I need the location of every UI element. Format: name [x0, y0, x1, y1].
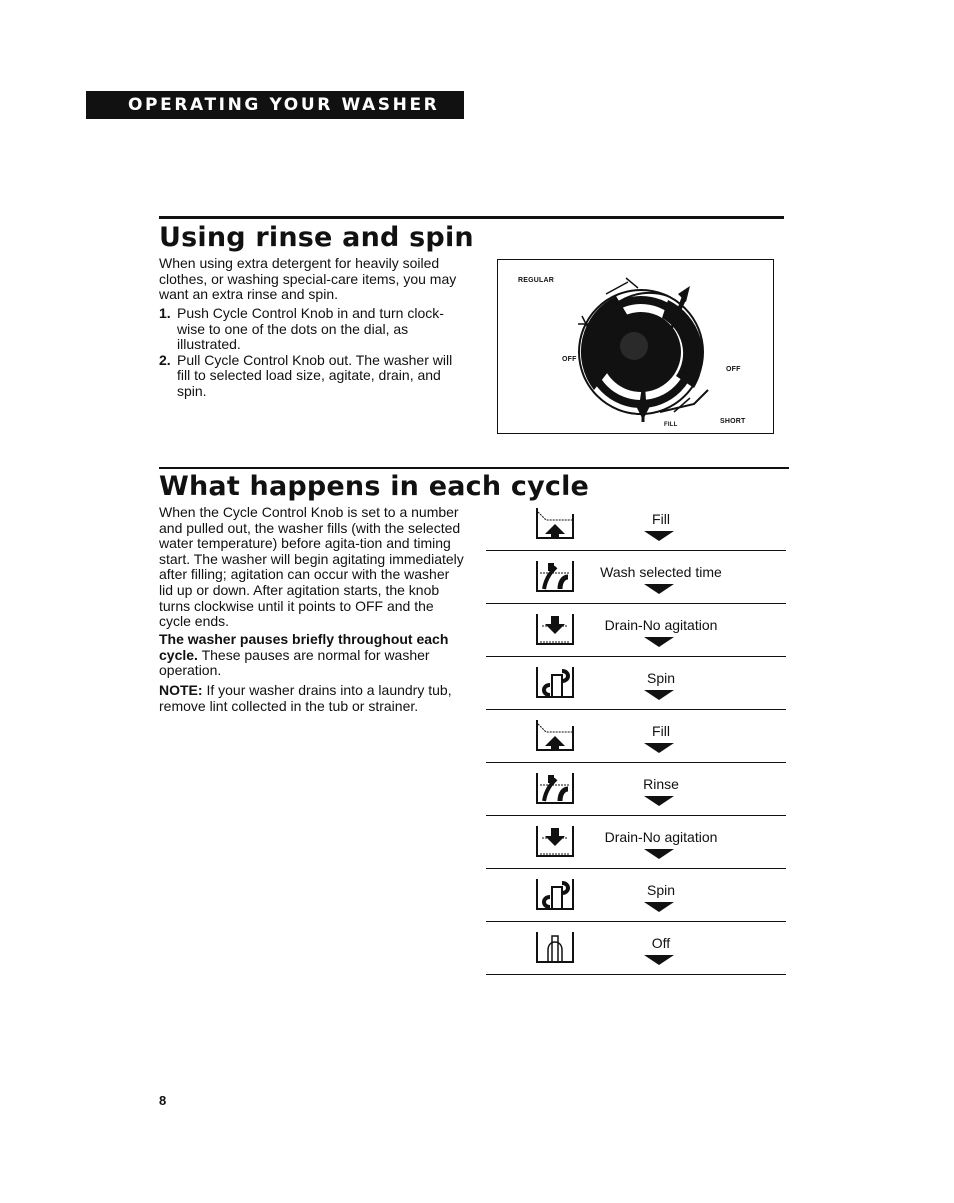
cycle-note	[159, 683, 464, 714]
cycle-step	[486, 869, 786, 922]
cycle-step	[486, 763, 786, 816]
cycle-step-label: Rinse	[643, 776, 679, 792]
cycle-description: When the Cycle Control Knob is set to a number and pulled out, the washer fills (with the selected water temperature) before agita-tion and timing start. The washer will begin agitating immediately after filling; agitation can occur with the washer lid up or down. After agitation starts, the knob turns clockwise until it points to OFF and the cycle ends.	[159, 504, 464, 630]
cycle-step-label: Off	[651, 935, 671, 951]
section-header: OPERATING YOUR WASHER	[86, 91, 464, 119]
rinse-spin-step	[159, 306, 459, 353]
wash-icon	[534, 559, 576, 595]
note-text: If your washer drains into a laundry tub, remove lint collected in the tub or strainer.	[159, 682, 452, 714]
fill-icon	[534, 718, 576, 754]
down-arrow-icon	[644, 902, 674, 912]
cycle-step	[486, 922, 786, 975]
section-rule-rinse-spin	[159, 216, 784, 219]
cycle-step-label: Fill	[652, 723, 670, 739]
pauses-text: These pauses are normal for washer operation.	[159, 646, 430, 679]
down-arrow-icon	[644, 531, 674, 541]
note-label: NOTE:	[159, 682, 203, 698]
dial-knob-graphic	[498, 260, 775, 435]
down-arrow-icon	[644, 796, 674, 806]
rinse-spin-steps	[159, 306, 459, 400]
cycle-step-label: Spin	[646, 882, 676, 898]
dial-label-fill: FILL	[664, 422, 678, 428]
rinse-spin-title: Using rinse and spin	[159, 222, 474, 253]
drain-icon	[534, 824, 576, 860]
down-arrow-icon	[644, 849, 674, 859]
dial-label-regular: REGULAR	[518, 277, 555, 284]
cycle-step-label: Drain-No agitation	[604, 829, 718, 845]
dial-label-off-left: OFF	[562, 356, 577, 363]
off-icon	[534, 930, 576, 966]
cycle-step	[486, 816, 786, 869]
step-text: Push Cycle Control Knob in and turn clock-wise to one of the dots on the dial, as illustrated.	[177, 305, 444, 353]
step-number: 2.	[159, 351, 171, 368]
down-arrow-icon	[644, 637, 674, 647]
cycle-step-label: Spin	[646, 670, 676, 686]
cycle-dial-illustration	[497, 259, 774, 434]
dial-label-off-right: OFF	[726, 366, 741, 373]
down-arrow-icon	[644, 743, 674, 753]
cycle-step	[486, 657, 786, 710]
rinse-icon	[534, 771, 576, 807]
fill-icon	[534, 506, 576, 542]
pauses-bold-text: The washer pauses briefly throughout each cycle.	[159, 631, 449, 663]
rinse-spin-step	[159, 353, 459, 400]
page-number: 8	[159, 1093, 167, 1108]
down-arrow-icon	[644, 584, 674, 594]
down-arrow-icon	[644, 955, 674, 965]
cycle-step-label: Wash selected time	[600, 564, 722, 580]
dial-label-short: SHORT	[720, 418, 746, 425]
cycle-step	[486, 710, 786, 763]
section-rule-cycle	[159, 467, 789, 469]
rinse-spin-intro: When using extra detergent for heavily soiled clothes, or washing special-care items, you may want an extra rinse and spin.	[159, 255, 457, 303]
cycle-step	[486, 604, 786, 657]
spin-icon	[534, 877, 576, 913]
drain-icon	[534, 612, 576, 648]
step-number: 1.	[159, 305, 171, 321]
down-arrow-icon	[644, 690, 674, 700]
cycle-title: What happens in each cycle	[159, 471, 590, 502]
step-text: Pull Cycle Control Knob out. The washer will fill to selected load size, agitate, drain, and spin.	[177, 351, 453, 399]
cycle-step	[486, 498, 786, 551]
cycle-sequence	[486, 498, 786, 975]
spin-icon	[534, 665, 576, 701]
cycle-step-label: Drain-No agitation	[604, 617, 718, 633]
cycle-step-label: Fill	[652, 511, 670, 527]
cycle-step	[486, 551, 786, 604]
cycle-pauses-note	[159, 632, 459, 679]
